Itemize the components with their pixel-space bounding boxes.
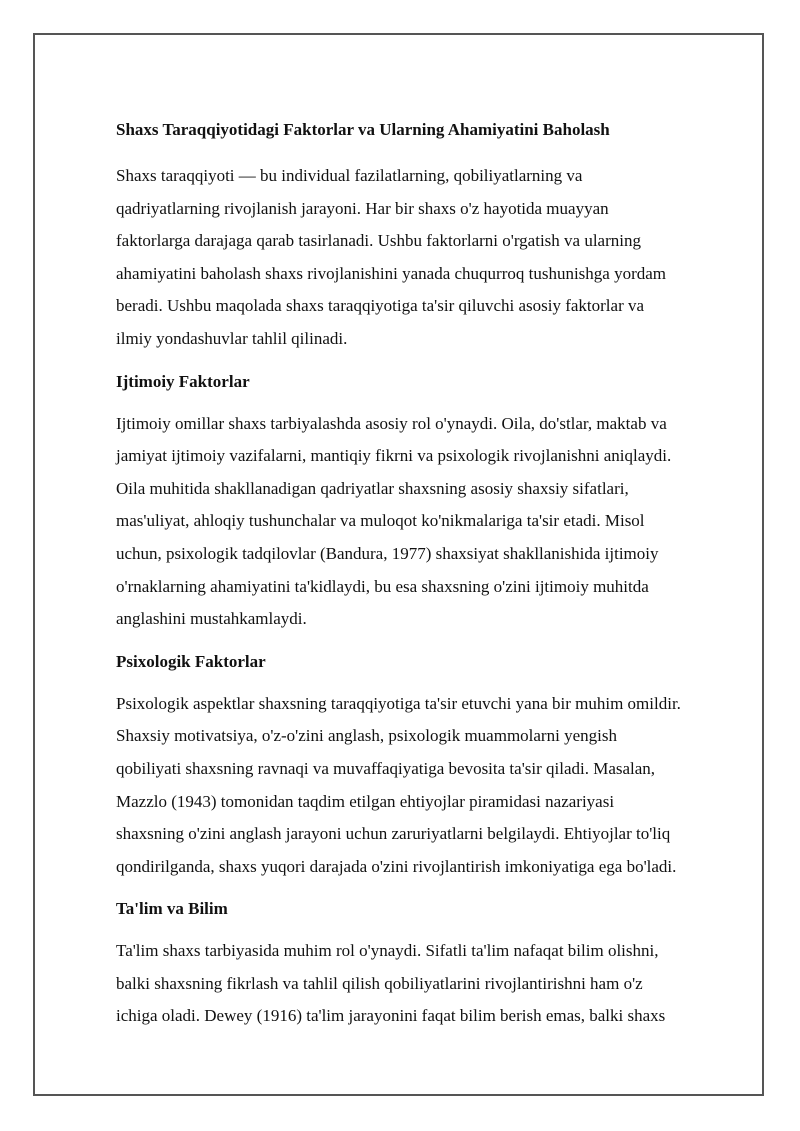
text-line: shaxsning o'zini anglash jarayoni uchun zaruriyatlarni belgilaydi. Ehtiyojlar to'liq <box>116 824 671 844</box>
section-heading-psixologik: Psixologik Faktorlar <box>116 651 266 671</box>
text-line: ahamiyatini baholash shaxs rivojlanishini yanada chuqurroq tushunishga yordam <box>116 263 667 283</box>
section-heading-talim: Ta'lim va Bilim <box>116 899 228 919</box>
text-line: anglashini mustahkamlaydi. <box>116 609 307 629</box>
text-line: Oila muhitida shakllanadigan qadriyatlar shaxsning asosiy shaxsiy sifatlari, <box>116 478 629 498</box>
text-line: o'rnaklarning ahamiyatini ta'kidlaydi, bu esa shaxsning o'zini ijtimoiy muhitda <box>116 576 649 596</box>
text-line: Mazzlo (1943) tomonidan taqdim etilgan ehtiyojlar piramidasi nazariyasi <box>116 791 615 811</box>
text-line: ilmiy yondashuvlar tahlil qilinadi. <box>116 328 348 348</box>
text-line: Shaxs taraqqiyoti — bu individual fazilatlarning, qobiliyatlarning va <box>116 166 583 185</box>
text-line: mas'uliyat, ahloqiy tushunchalar va muloqot ko'nikmalariga ta'sir etadi. Misol <box>116 511 645 531</box>
text-line: Shaxsiy motivatsiya, o'z-o'zini anglash, psixologik muammolarni yengish <box>116 726 617 746</box>
document-title: Shaxs Taraqqiyotidagi Faktorlar va Ularning Ahamiyatini Baholash <box>116 120 610 139</box>
text-line: qobiliyati shaxsning ravnaqi va muvaffaqiyatiga bevosita ta'sir qiladi. Masalan, <box>116 758 656 778</box>
section-paragraph-ijtimoiy <box>116 408 746 636</box>
text-line: qadriyatlarning rivojlanish jarayoni. Har bir shaxs o'z hayotida muayyan <box>116 198 609 218</box>
text-line: faktorlarga darajaga qarab tasirlanadi. Ushbu faktorlarni o'rgatish va ularning <box>116 231 641 251</box>
text-line: qondirilganda, shaxs yuqori darajada o'zini rivojlantirish imkoniyatiga ega bo'ladi. <box>116 856 677 876</box>
document-body <box>116 116 746 1045</box>
text-line: Ta'lim shaxs tarbiyasida muhim rol o'ynaydi. Sifatli ta'lim nafaqat bilim olishni, <box>116 941 659 961</box>
text-line: balki shaxsning fikrlash va tahlil qilish qobiliyatlarini rivojlantirishni ham o'z <box>116 973 643 993</box>
section-heading-ijtimoiy: Ijtimoiy Faktorlar <box>116 371 250 391</box>
text-line: beradi. Ushbu maqolada shaxs taraqqiyotiga ta'sir qiluvchi asosiy faktorlar va <box>116 296 645 316</box>
intro-paragraph <box>116 160 746 356</box>
text-line: Ijtimoiy omillar shaxs tarbiyalashda asosiy rol o'ynaydi. Oila, do'stlar, maktab va <box>116 413 667 433</box>
text-line: ichiga oladi. Dewey (1916) ta'lim jarayonini faqat bilim berish emas, balki shaxs <box>116 1006 666 1026</box>
text-line: jamiyat ijtimoiy vazifalarni, mantiqiy fikrni va psixologik rivojlanishni aniqlaydi. <box>116 446 672 466</box>
section-paragraph-talim <box>116 935 746 1033</box>
section-paragraph-psixologik <box>116 688 746 884</box>
text-line: uchun, psixologik tadqilovlar (Bandura, 1977) shaxsiyat shakllanishida ijtimoiy <box>116 543 659 563</box>
text-line: Psixologik aspektlar shaxsning taraqqiyotiga ta'sir etuvchi yana bir muhim omildir. <box>116 693 681 713</box>
